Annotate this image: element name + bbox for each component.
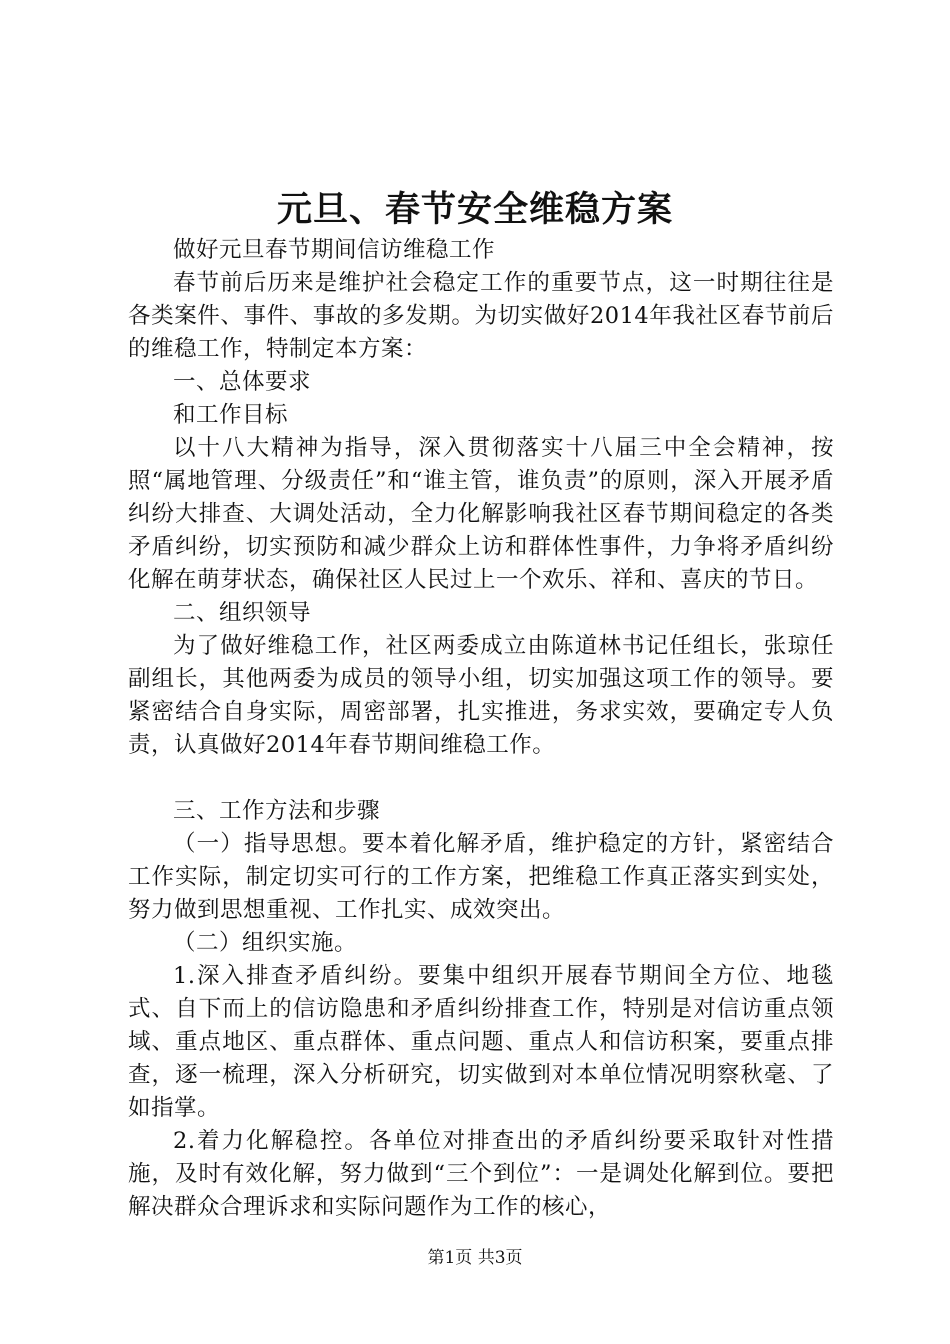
paragraph: （一）指导思想。要本着化解矛盾，维护稳定的方针，紧密结合工作实际，制定切实可行的工作方案，把维稳工作真正落实到实处，努力做到思想重视、工作扎实、成效突出。 (128, 831, 834, 923)
paragraph: 1.深入排查矛盾纠纷。要集中组织开展春节期间全方位、地毯式、自下而上的信访隐患和矛盾纠纷排查工作，特别是对信访重点领域、重点地区、重点群体、重点问题、重点人和信访积案，要重点排查，逐一梳理，深入分析研究，切实做到对本单位情况明察秋毫、了如指掌。 (128, 963, 834, 1121)
paragraph: （二）组织实施。 (173, 930, 358, 956)
paragraph: 做好元旦春节期间信访维稳工作 (173, 237, 496, 263)
paragraph: 为了做好维稳工作，社区两委成立由陈道林书记任组长，张琼任副组长，其他两委为成员的领导小组，切实加强这项工作的领导。要紧密结合自身实际，周密部署，扎实推进，务求实效，要确定专人负责，认真做好2014年春节期间维稳工作。 (128, 633, 834, 758)
paragraph-gap (128, 762, 834, 795)
document-title: 元旦、春节安全维稳方案 (276, 189, 673, 230)
section-heading: 和工作目标 (173, 402, 289, 428)
section-heading: 三、工作方法和步骤 (173, 798, 381, 824)
paragraph: 2.着力化解稳控。各单位对排查出的矛盾纠纷要采取针对性措施，及时有效化解，努力做到“三个到位”：一是调处化解到位。要把解决群众合理诉求和实际问题作为工作的核心， (128, 1128, 834, 1220)
paragraph: 以十八大精神为指导，深入贯彻落实十八届三中全会精神，按照“属地管理、分级责任”和“谁主管，谁负责”的原则，深入开展矛盾纠纷大排查、大调处活动，全力化解影响我社区春节期间稳定的各类矛盾纠纷，切实预防和减少群众上访和群体性事件，力争将矛盾纠纷化解在萌芽状态，确保社区人民过上一个欢乐、祥和、喜庆的节日。 (128, 435, 834, 593)
section-heading: 二、组织领导 (173, 600, 312, 626)
page-number-footer: 第1页 共3页 (427, 1248, 523, 1268)
document-body (128, 234, 834, 1224)
section-heading: 一、总体要求 (173, 369, 312, 395)
paragraph: 春节前后历来是维护社会稳定工作的重要节点，这一时期往往是各类案件、事件、事故的多发期。为切实做好2014年我社区春节前后的维稳工作，特制定本方案： (128, 270, 834, 362)
